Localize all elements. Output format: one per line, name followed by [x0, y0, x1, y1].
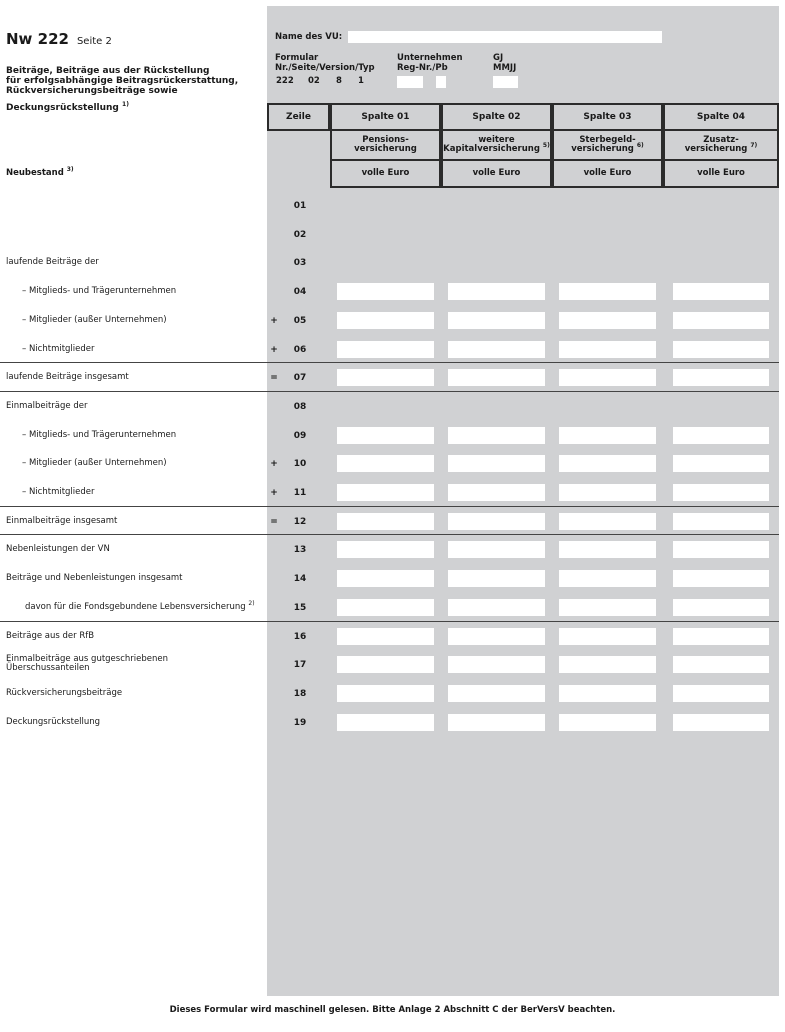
row-label-text: Beiträge und Nebenleistungen insgesamt — [6, 573, 183, 583]
row-separator — [0, 506, 779, 507]
column-name-3-line2-text: versicherung — [571, 144, 634, 154]
row-number-18: 18 — [293, 689, 307, 699]
neubestand-text: Neubestand — [6, 168, 64, 178]
row-label-07 — [6, 373, 129, 382]
neubestand-footnote: 3) — [66, 166, 74, 174]
title-footnote: 1) — [122, 101, 129, 108]
input-cell-r11-c04[interactable] — [673, 484, 769, 501]
input-cell-r05-c02[interactable] — [448, 312, 545, 329]
row-label-text: Rückversicherungsbeiträge — [6, 688, 123, 698]
input-cell-r06-c04[interactable] — [673, 341, 769, 358]
row-label-text: – Nichtmitglieder — [22, 344, 95, 354]
input-cell-r17-c02[interactable] — [448, 656, 545, 673]
unit-4: volle Euro — [663, 161, 779, 188]
input-cell-r12-c01[interactable] — [337, 513, 434, 530]
column-name-1 — [330, 131, 441, 161]
input-cell-r15-c03[interactable] — [559, 599, 656, 616]
row-label-text: Einmalbeiträge insgesamt — [6, 516, 118, 526]
input-cell-r12-c02[interactable] — [448, 513, 545, 530]
input-cell-r13-c03[interactable] — [559, 541, 656, 558]
input-cell-r18-c02[interactable] — [448, 685, 545, 702]
spalte-04-header: Spalte 04 — [663, 103, 779, 131]
row-separator — [0, 534, 779, 535]
row-number-02: 02 — [293, 230, 307, 240]
input-cell-r19-c03[interactable] — [559, 714, 656, 731]
input-cell-r07-c04[interactable] — [673, 369, 769, 386]
input-cell-r05-c01[interactable] — [337, 312, 434, 329]
row-operator-11: + — [270, 488, 278, 498]
row-label-text: Einmalbeiträge der — [6, 401, 88, 411]
input-cell-r17-c01[interactable] — [337, 656, 434, 673]
row-number-12: 12 — [293, 517, 307, 527]
input-cell-r07-c02[interactable] — [448, 369, 545, 386]
title-line-4 — [6, 103, 129, 113]
row-label-text-2: Überschussanteilen — [6, 663, 90, 673]
column-name-4-line1: Zusatz- — [703, 135, 739, 145]
row-label-12 — [6, 517, 117, 526]
gj-label: GJ — [493, 53, 504, 63]
input-cell-r15-c04[interactable] — [673, 599, 769, 616]
column-name-4-line2 — [665, 142, 777, 154]
input-cell-r14-c02[interactable] — [448, 570, 545, 587]
input-cell-r14-c04[interactable] — [673, 570, 769, 587]
title-line-2: für erfolgsabhängige Beitragsrückerstattung, — [6, 76, 239, 86]
row-label-03 — [6, 258, 99, 267]
formular-value-2: 02 — [308, 76, 320, 86]
title-line-3: Rückversicherungsbeiträge sowie — [6, 86, 178, 96]
input-cell-r07-c01[interactable] — [337, 369, 434, 386]
row-operator-06: + — [270, 345, 278, 355]
input-cell-r13-c02[interactable] — [448, 541, 545, 558]
input-cell-r04-c01[interactable] — [337, 283, 434, 300]
neubestand-label — [6, 168, 74, 178]
input-cell-r18-c01[interactable] — [337, 685, 434, 702]
formular-label — [275, 53, 375, 73]
row-number-14: 14 — [293, 574, 307, 584]
row-label-15 — [25, 600, 255, 612]
spalte-03-header: Spalte 03 — [552, 103, 663, 131]
row-operator-12: = — [270, 517, 278, 527]
input-cell-r10-c03[interactable] — [559, 455, 656, 472]
input-cell-r16-c03[interactable] — [559, 628, 656, 645]
row-operator-07: = — [270, 373, 278, 383]
row-label-05 — [22, 316, 167, 325]
row-label-09 — [22, 431, 176, 440]
input-cell-r04-c02[interactable] — [448, 283, 545, 300]
column-name-4-footnote: 7) — [750, 142, 758, 150]
input-cell-r11-c02[interactable] — [448, 484, 545, 501]
row-label-text: laufende Beiträge insgesamt — [6, 372, 129, 382]
input-cell-r09-c03[interactable] — [559, 427, 656, 444]
column-name-1-line2 — [332, 145, 439, 154]
formular-label-text: Formular — [275, 53, 319, 63]
input-cell-r15-c01[interactable] — [337, 599, 434, 616]
row-label-text: – Mitglieder (außer Unternehmen) — [22, 458, 167, 468]
pb-field[interactable] — [436, 76, 446, 88]
row-number-16: 16 — [293, 632, 307, 642]
input-cell-r13-c01[interactable] — [337, 541, 434, 558]
row-separator — [0, 391, 779, 392]
column-name-2 — [441, 131, 552, 161]
input-cell-r11-c01[interactable] — [337, 484, 434, 501]
row-number-13: 13 — [293, 545, 307, 555]
reg-nr-field[interactable] — [397, 76, 423, 88]
input-cell-r06-c03[interactable] — [559, 341, 656, 358]
input-cell-r19-c01[interactable] — [337, 714, 434, 731]
row-separator — [0, 362, 779, 363]
input-cell-r04-c03[interactable] — [559, 283, 656, 300]
input-cell-r09-c02[interactable] — [448, 427, 545, 444]
input-cell-r15-c02[interactable] — [448, 599, 545, 616]
row-operator-05: + — [270, 316, 278, 326]
input-cell-r14-c03[interactable] — [559, 570, 656, 587]
row-label-13 — [6, 545, 110, 554]
column-name-2-line2 — [443, 142, 550, 154]
row-label-14 — [6, 574, 183, 583]
row-separator — [0, 621, 779, 622]
input-cell-r09-c01[interactable] — [337, 427, 434, 444]
row-label-11 — [22, 488, 95, 497]
input-cell-r10-c04[interactable] — [673, 455, 769, 472]
row-label-08 — [6, 402, 87, 411]
form-code-text: Nw 222 — [6, 30, 69, 48]
formular-sub-text: Nr./Seite/Version/Typ — [275, 63, 375, 73]
row-label-text: – Mitglieds- und Trägerunternehmen — [22, 286, 177, 296]
column-name-4 — [663, 131, 779, 161]
row-number-17: 17 — [293, 660, 307, 670]
row-number-19: 19 — [293, 718, 307, 728]
zeile-header: Zeile — [267, 103, 330, 131]
column-name-1-line2-text: versicherung — [354, 144, 417, 154]
input-cell-r17-c03[interactable] — [559, 656, 656, 673]
formular-value-4: 1 — [358, 76, 364, 86]
row-number-01: 01 — [293, 201, 307, 211]
row-operator-10: + — [270, 459, 278, 469]
unit-2: volle Euro — [441, 161, 552, 188]
column-name-3 — [552, 131, 663, 161]
row-number-06: 06 — [293, 345, 307, 355]
input-cell-r07-c03[interactable] — [559, 369, 656, 386]
input-cell-r13-c04[interactable] — [673, 541, 769, 558]
formular-value-1: 222 — [276, 76, 294, 86]
unternehmen-label-text: Unternehmen — [397, 53, 463, 63]
input-cell-r09-c04[interactable] — [673, 427, 769, 444]
gj-field[interactable] — [493, 76, 518, 88]
spalte-02-header: Spalte 02 — [441, 103, 552, 131]
row-label-text: – Mitglieds- und Trägerunternehmen — [22, 430, 177, 440]
row-number-11: 11 — [293, 488, 307, 498]
row-number-07: 07 — [293, 373, 307, 383]
row-label-text: Nebenleistungen der VN — [6, 544, 110, 554]
input-cell-r06-c02[interactable] — [448, 341, 545, 358]
input-cell-r18-c04[interactable] — [673, 685, 769, 702]
row-label-06 — [22, 345, 95, 354]
row-number-03: 03 — [293, 258, 307, 268]
input-cell-r11-c03[interactable] — [559, 484, 656, 501]
input-cell-r12-c03[interactable] — [559, 513, 656, 530]
row-label-04 — [22, 287, 176, 296]
title-line-4-text: Deckungsrückstellung — [6, 103, 119, 113]
company-name-field[interactable] — [348, 31, 662, 43]
footer-note: Dieses Formular wird maschinell gelesen. Bitte Anlage 2 Abschnitt C der BerVersV beachten. — [169, 1005, 616, 1015]
unternehmen-sub: Reg-Nr./Pb — [397, 63, 448, 73]
input-cell-r16-c04[interactable] — [673, 628, 769, 645]
input-cell-r06-c01[interactable] — [337, 341, 434, 358]
input-cell-r17-c04[interactable] — [673, 656, 769, 673]
unternehmen-label — [397, 53, 463, 63]
column-name-4-line2-text: versicherung — [684, 144, 748, 154]
form-code — [6, 30, 112, 48]
row-label-17 — [6, 655, 168, 673]
name-label: Name des VU: — [275, 32, 343, 42]
title-line-1: Beiträge, Beiträge aus der Rückstellung — [6, 66, 210, 76]
spalte-01-header: Spalte 01 — [330, 103, 441, 131]
column-name-2-line1: weitere — [478, 135, 515, 145]
row-label-text: Einmalbeiträge aus gutgeschriebenen — [6, 654, 168, 664]
row-label-18 — [6, 689, 122, 698]
row-footnote: 2) — [248, 600, 255, 608]
row-number-08: 08 — [293, 402, 307, 412]
form-title — [6, 66, 261, 96]
input-cell-r05-c04[interactable] — [673, 312, 769, 329]
row-label-19 — [6, 718, 100, 727]
gj-sub: MMJJ — [493, 63, 517, 73]
input-cell-r10-c02[interactable] — [448, 455, 545, 472]
input-cell-r05-c03[interactable] — [559, 312, 656, 329]
input-cell-r18-c03[interactable] — [559, 685, 656, 702]
row-label-text: Deckungsrückstellung — [6, 717, 101, 727]
row-label-text: davon für die Fondsgebundene Lebensversicherung — [25, 602, 246, 612]
row-number-10: 10 — [293, 459, 307, 469]
row-label-text: – Mitglieder (außer Unternehmen) — [22, 315, 167, 325]
input-cell-r16-c02[interactable] — [448, 628, 545, 645]
page-number: Seite 2 — [76, 36, 112, 47]
row-number-05: 05 — [293, 316, 307, 326]
row-number-09: 09 — [293, 431, 307, 441]
input-cell-r14-c01[interactable] — [337, 570, 434, 587]
input-cell-r12-c04[interactable] — [673, 513, 769, 530]
formular-value-3: 8 — [336, 76, 342, 86]
input-cell-r19-c02[interactable] — [448, 714, 545, 731]
row-number-15: 15 — [293, 603, 307, 613]
row-label-16 — [6, 632, 94, 641]
column-name-2-line2-text: Kapitalversicherung — [443, 144, 540, 154]
input-cell-r16-c01[interactable] — [337, 628, 434, 645]
column-name-2-footnote: 5) — [542, 142, 550, 150]
row-label-text: laufende Beiträge der — [6, 257, 99, 267]
column-name-3-line1: Sterbegeld- — [579, 135, 636, 145]
row-label-10 — [22, 459, 167, 468]
input-cell-r19-c04[interactable] — [673, 714, 769, 731]
row-number-04: 04 — [293, 287, 307, 297]
column-name-3-line2 — [554, 142, 661, 154]
column-name-3-footnote: 6) — [636, 142, 644, 150]
input-cell-r10-c01[interactable] — [337, 455, 434, 472]
row-label-text: – Nichtmitglieder — [22, 487, 95, 497]
unit-1: volle Euro — [330, 161, 441, 188]
column-name-1-line1: Pensions- — [362, 135, 409, 145]
unit-3: volle Euro — [552, 161, 663, 188]
row-label-text: Beiträge aus der RfB — [6, 631, 95, 641]
input-cell-r04-c04[interactable] — [673, 283, 769, 300]
